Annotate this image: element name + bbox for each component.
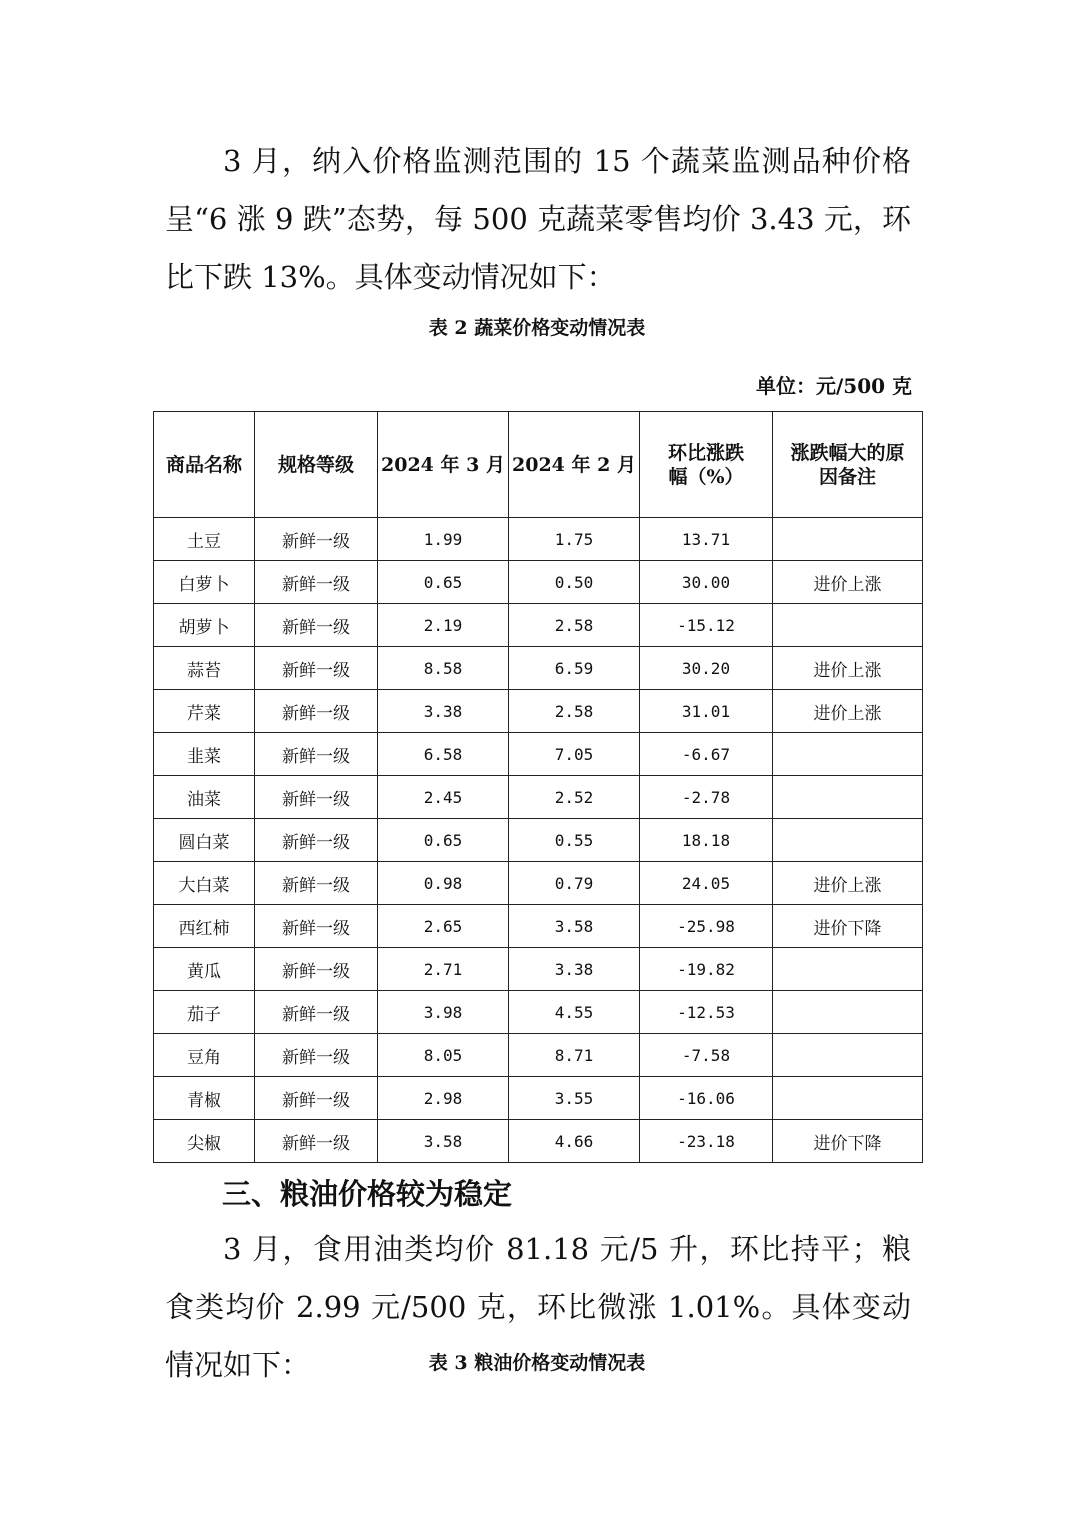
cell-grade: 新鲜一级 bbox=[255, 905, 378, 948]
cell-february: 0.50 bbox=[509, 561, 640, 604]
cell-february: 3.38 bbox=[509, 948, 640, 991]
table-row bbox=[154, 647, 923, 690]
cell-february: 4.66 bbox=[509, 1120, 640, 1163]
cell-february: 7.05 bbox=[509, 733, 640, 776]
cell-change: 30.00 bbox=[640, 561, 773, 604]
section-heading: 三、粮油价格较为稳定 bbox=[222, 1177, 513, 1211]
cell-february: 4.55 bbox=[509, 991, 640, 1034]
cell-march: 2.65 bbox=[378, 905, 509, 948]
cell-note bbox=[773, 1077, 923, 1120]
vegetable-price-table bbox=[153, 411, 923, 1163]
cell-change: -15.12 bbox=[640, 604, 773, 647]
cell-change: -25.98 bbox=[640, 905, 773, 948]
cell-february: 3.55 bbox=[509, 1077, 640, 1120]
table-row bbox=[154, 776, 923, 819]
cell-february: 8.71 bbox=[509, 1034, 640, 1077]
cell-march: 8.05 bbox=[378, 1034, 509, 1077]
table2-unit: 单位：元/500 克 bbox=[755, 374, 912, 398]
cell-change: -12.53 bbox=[640, 991, 773, 1034]
table-header-row bbox=[154, 412, 923, 518]
table3-caption: 表 3 粮油价格变动情况表 bbox=[428, 1352, 646, 1374]
cell-february: 2.52 bbox=[509, 776, 640, 819]
cell-note: 进价下降 bbox=[773, 1120, 923, 1163]
cell-note bbox=[773, 991, 923, 1034]
cell-name: 芹菜 bbox=[154, 690, 255, 733]
cell-grade: 新鲜一级 bbox=[255, 1120, 378, 1163]
cell-march: 0.65 bbox=[378, 819, 509, 862]
cell-february: 0.79 bbox=[509, 862, 640, 905]
cell-name: 白萝卜 bbox=[154, 561, 255, 604]
table-row bbox=[154, 733, 923, 776]
cell-february: 2.58 bbox=[509, 604, 640, 647]
cell-name: 油菜 bbox=[154, 776, 255, 819]
cell-grade: 新鲜一级 bbox=[255, 647, 378, 690]
header-grade: 规格等级 bbox=[255, 412, 378, 518]
table-row bbox=[154, 690, 923, 733]
header-february: 2024 年 2 月 bbox=[509, 412, 640, 518]
cell-note bbox=[773, 733, 923, 776]
cell-name: 胡萝卜 bbox=[154, 604, 255, 647]
cell-change: -6.67 bbox=[640, 733, 773, 776]
cell-name: 大白菜 bbox=[154, 862, 255, 905]
cell-february: 3.58 bbox=[509, 905, 640, 948]
table-row bbox=[154, 1077, 923, 1120]
table-row bbox=[154, 991, 923, 1034]
cell-note: 进价上涨 bbox=[773, 690, 923, 733]
cell-change: -7.58 bbox=[640, 1034, 773, 1077]
table-row bbox=[154, 862, 923, 905]
cell-note bbox=[773, 604, 923, 647]
cell-grade: 新鲜一级 bbox=[255, 733, 378, 776]
cell-name: 黄瓜 bbox=[154, 948, 255, 991]
table-row bbox=[154, 1120, 923, 1163]
cell-march: 8.58 bbox=[378, 647, 509, 690]
table-row bbox=[154, 948, 923, 991]
cell-change: 24.05 bbox=[640, 862, 773, 905]
cell-grade: 新鲜一级 bbox=[255, 1034, 378, 1077]
cell-change: 30.20 bbox=[640, 647, 773, 690]
cell-march: 3.58 bbox=[378, 1120, 509, 1163]
table-row bbox=[154, 905, 923, 948]
cell-change: -19.82 bbox=[640, 948, 773, 991]
cell-grade: 新鲜一级 bbox=[255, 948, 378, 991]
cell-change: 18.18 bbox=[640, 819, 773, 862]
cell-note: 进价上涨 bbox=[773, 862, 923, 905]
cell-grade: 新鲜一级 bbox=[255, 776, 378, 819]
cell-march: 3.38 bbox=[378, 690, 509, 733]
cell-february: 0.55 bbox=[509, 819, 640, 862]
cell-name: 蒜苔 bbox=[154, 647, 255, 690]
cell-february: 2.58 bbox=[509, 690, 640, 733]
cell-march: 3.98 bbox=[378, 991, 509, 1034]
cell-grade: 新鲜一级 bbox=[255, 518, 378, 561]
cell-grade: 新鲜一级 bbox=[255, 862, 378, 905]
table-row bbox=[154, 518, 923, 561]
cell-march: 2.71 bbox=[378, 948, 509, 991]
cell-grade: 新鲜一级 bbox=[255, 561, 378, 604]
cell-march: 0.65 bbox=[378, 561, 509, 604]
table2-caption: 表 2 蔬菜价格变动情况表 bbox=[428, 317, 646, 339]
cell-note bbox=[773, 948, 923, 991]
cell-note: 进价上涨 bbox=[773, 647, 923, 690]
cell-march: 6.58 bbox=[378, 733, 509, 776]
cell-note bbox=[773, 518, 923, 561]
cell-name: 西红柿 bbox=[154, 905, 255, 948]
cell-note: 进价上涨 bbox=[773, 561, 923, 604]
cell-name: 韭菜 bbox=[154, 733, 255, 776]
cell-change: 31.01 bbox=[640, 690, 773, 733]
cell-grade: 新鲜一级 bbox=[255, 1077, 378, 1120]
table-row bbox=[154, 1034, 923, 1077]
header-name: 商品名称 bbox=[154, 412, 255, 518]
cell-name: 圆白菜 bbox=[154, 819, 255, 862]
cell-march: 1.99 bbox=[378, 518, 509, 561]
cell-name: 尖椒 bbox=[154, 1120, 255, 1163]
cell-february: 6.59 bbox=[509, 647, 640, 690]
cell-grade: 新鲜一级 bbox=[255, 819, 378, 862]
grain-oil-paragraph: 3 月，食用油类均价 81.18 元/5 升，环比持平；粮食类均价 2.99 元/500 克，环比微涨 1.01%。具体变动情况如下： bbox=[165, 1232, 911, 1382]
table-row bbox=[154, 561, 923, 604]
cell-note bbox=[773, 819, 923, 862]
cell-march: 0.98 bbox=[378, 862, 509, 905]
cell-name: 豆角 bbox=[154, 1034, 255, 1077]
cell-grade: 新鲜一级 bbox=[255, 690, 378, 733]
cell-february: 1.75 bbox=[509, 518, 640, 561]
table-row bbox=[154, 819, 923, 862]
cell-grade: 新鲜一级 bbox=[255, 604, 378, 647]
cell-march: 2.19 bbox=[378, 604, 509, 647]
cell-name: 土豆 bbox=[154, 518, 255, 561]
cell-name: 青椒 bbox=[154, 1077, 255, 1120]
cell-march: 2.45 bbox=[378, 776, 509, 819]
cell-march: 2.98 bbox=[378, 1077, 509, 1120]
cell-change: -16.06 bbox=[640, 1077, 773, 1120]
cell-change: -2.78 bbox=[640, 776, 773, 819]
header-note: 涨跌幅大的原因备注 bbox=[773, 412, 923, 518]
cell-change: -23.18 bbox=[640, 1120, 773, 1163]
cell-change: 13.71 bbox=[640, 518, 773, 561]
header-change: 环比涨跌幅（%） bbox=[640, 412, 773, 518]
cell-note: 进价下降 bbox=[773, 905, 923, 948]
table-row bbox=[154, 604, 923, 647]
intro-paragraph: 3 月，纳入价格监测范围的 15 个蔬菜监测品种价格呈“6 涨 9 跌”态势，每 500 克蔬菜零售均价 3.43 元，环比下跌 13%。具体变动情况如下： bbox=[165, 144, 911, 294]
cell-note bbox=[773, 1034, 923, 1077]
header-march: 2024 年 3 月 bbox=[378, 412, 509, 518]
cell-name: 茄子 bbox=[154, 991, 255, 1034]
cell-note bbox=[773, 776, 923, 819]
cell-grade: 新鲜一级 bbox=[255, 991, 378, 1034]
